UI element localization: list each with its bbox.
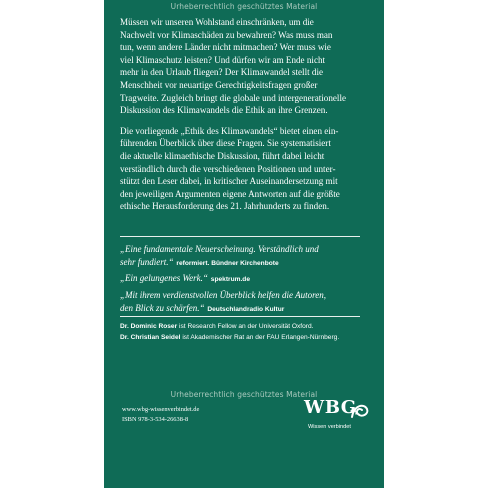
- quote-text: „Eine fundamentale Neuerscheinung. Verständlich und sehr fundiert.“: [120, 244, 319, 268]
- blurb-paragraph-1: Müssen wir unseren Wohlstand einschränken, um die Nachwelt vor Klimaschäden zu bewahren? Was muss man tun, wenn andere Länder nicht mitmachen? Wer muss wie viel Klimaschutz leisten? Und dürfen wir am Ende nicht mehr in den Urlaub fliegen? Der Klimawandel stellt die Menschheit vor neuartige Gerechtigkeitsfragen großer Tragweite. Zugleich bringt die globale und intergenerationelle Diskussion des Klimawandels die Ethik an ihre Grenzen.: [120, 17, 347, 116]
- author-line: [120, 322, 375, 333]
- watermark-bottom: Urheberrechtlich geschütztes Material: [170, 390, 318, 399]
- watermark-top: Urheberrechtlich geschütztes Material: [170, 2, 318, 11]
- quote-text: „Mit ihrem verdienstvollen Überblick helfen die Autoren, den Blick zu schärfen.“: [120, 289, 327, 313]
- review-quote: [120, 289, 370, 316]
- author-description: ist Akademischer Rat an der FAU Erlangen-Nürnberg.: [182, 333, 340, 341]
- publisher-url: www.wbg-wissenverbindet.de: [122, 406, 200, 413]
- wbg-logo: [304, 397, 370, 441]
- back-cover: [104, 0, 384, 488]
- review-quotes: [120, 243, 370, 318]
- blurb-paragraph-2: Die vorliegende „Ethik des Klimawandels“ bietet einen ein- führenden Überblick über diese Fragen. Sie systematisiert die aktuelle klimaethische Diskussion, führt dabei leicht verständlich durch die verschiedenen Positionen und unter- stützt den Leser dabei, in kritischer Auseinandersetzung mit den jeweiligen Argumenten eigene Antworten auf die größte ethische Herausforderung des 21. Jahrhunderts zu finden.: [120, 125, 340, 212]
- quote-source: reformiert. Bündner Kirchenbote: [176, 260, 279, 268]
- quote-text: „Ein gelungenes Werk.“: [120, 273, 208, 284]
- divider-bottom: [120, 316, 360, 317]
- author-description: ist Research Fellow an der Universität Oxford.: [179, 323, 314, 330]
- review-quote: [120, 272, 370, 286]
- logo-mark: WBG: [304, 397, 357, 418]
- author-line: [120, 333, 375, 344]
- quote-source: spektrum.de: [210, 276, 251, 284]
- isbn: ISBN 978-3-534-26638-8: [122, 416, 189, 423]
- logo-tagline: Wissen verbindet: [308, 424, 351, 430]
- blurb: [120, 16, 370, 221]
- swirl-logo-icon: [348, 399, 370, 421]
- quote-source: Deutschlandradio Kultur: [207, 305, 285, 313]
- author-info: [120, 322, 375, 343]
- divider-top: [120, 236, 360, 237]
- author-name: Dr. Christian Seidel: [120, 333, 181, 341]
- publisher-footer: [122, 405, 199, 425]
- review-quote: [120, 243, 370, 270]
- author-name: Dr. Dominic Roser: [120, 323, 178, 330]
